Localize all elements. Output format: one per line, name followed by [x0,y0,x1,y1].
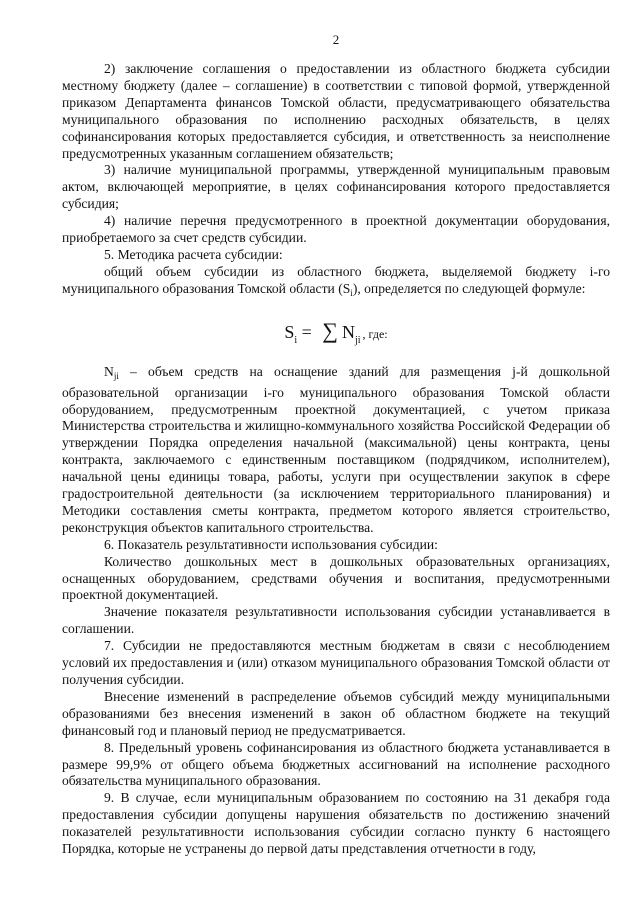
paragraph-indicator-heading: 6. Показатель результативности использования субсидии: [104,536,438,552]
formula-rhs: N [341,321,355,342]
nji-symbol: N [104,363,114,379]
subsidy-formula [62,318,610,344]
paragraph-nji-definition [62,364,610,537]
paragraph-section-7: 7. Субсидии не предоставляются местным бюджетам в связи с несоблюдением условий их предоставления и (или) отказом муниципального образования Томской области от получения субсидии. [62,638,610,687]
formula-intro-before: общий объем субсидии из областного бюджета, выделяемой бюджету i-го муниципального образования Томской области (S [62,263,610,296]
formula-lhs-sub: i [294,334,298,346]
paragraph-condition-2: 2) заключение соглашения о предоставлении из областного бюджета субсидии местному бюджету (далее – соглашение) в соответствии с типовой формой, утвержденной приказом Департамента финансов Томской области, предусматривающего обязательства муниципального образования по исполнению расходных обязательств, в целях софинансирования которых предоставляется субсидия, и ответственность за неисполнение предусмотренных указанным соглашением обязательств; [62,61,610,161]
paragraph-method-heading: 5. Методика расчета субсидии: [104,246,283,262]
paragraph-indicator-value: Значение показателя результативности использования субсидии устанавливается в соглашении. [62,604,610,637]
paragraph-indicator-definition: Количество дошкольных мест в дошкольных образовательных организациях, оснащенных оборудованием, средствами обучения и воспитания, предусмотренными проектной документацией. [62,553,610,603]
sigma-symbol: ∑ [322,317,338,343]
paragraph-changes: Внесение изменений в распределение объемов субсидий между муниципальными образованиями без внесения изменений в закон об областном бюджете на текущий финансовый год и плановый период не предусматривается. [62,688,610,738]
formula-lhs: S [284,321,295,342]
formula-suffix: , где: [362,326,388,341]
nji-definition-text: – объем средств на оснащение зданий для размещения j-й дошкольной образовательной организации i-го муниципального образования Томской области оборудованием, предусмотренным проектной документацией, с учетом приказа Министерства строительства и жилищно-коммунального хозяйства Российской Федерации об утверждении Порядка определения начальной (максимальной) цены контракта, цены контракта, заключаемого с единственным поставщиком (подрядчиком, исполнителем), начальной цены единицы товара, работы, услуги при осуществлении закупок в сфере градостроительной деятельности (за исключением территориального планирования) и Методики составления сметы контракта, предметом которого является строительство, реконструкция объектов капитального строительства. [62,363,610,535]
formula-rhs-sub: ji [354,334,361,346]
nji-symbol-sub: ji [113,370,119,381]
formula-equals: = [301,321,312,342]
page-number: 2 [332,32,340,47]
paragraph-section-9: 9. В случае, если муниципальным образованием по состоянию на 31 декабря года предоставления субсидии допущены нарушения обязательств по достижению значений показателей результативности использования субсидии согласно пункту 6 настоящего Порядка, которые не устранены до первой даты представления отчетности в году, [62,790,610,857]
formula-intro-after: ), определяется по следующей формуле: [352,280,586,296]
paragraph-section-8: 8. Предельный уровень софинансирования из областного бюджета устанавливается в размере 99,9% от общего объема бюджетных ассигнований на исполнение расходного обязательства муниципального образования. [62,739,610,789]
paragraph-condition-4: 4) наличие перечня предусмотренного в проектной документации оборудования, приобретаемого за счет средств субсидии. [62,213,610,246]
paragraph-formula-intro [62,264,610,302]
paragraph-condition-3: 3) наличие муниципальной программы, утвержденной муниципальным правовым актом, включающей мероприятие, в целях софинансирования которого предоставляется субсидия; [62,162,610,212]
formula-intro-sub: i [350,287,353,298]
